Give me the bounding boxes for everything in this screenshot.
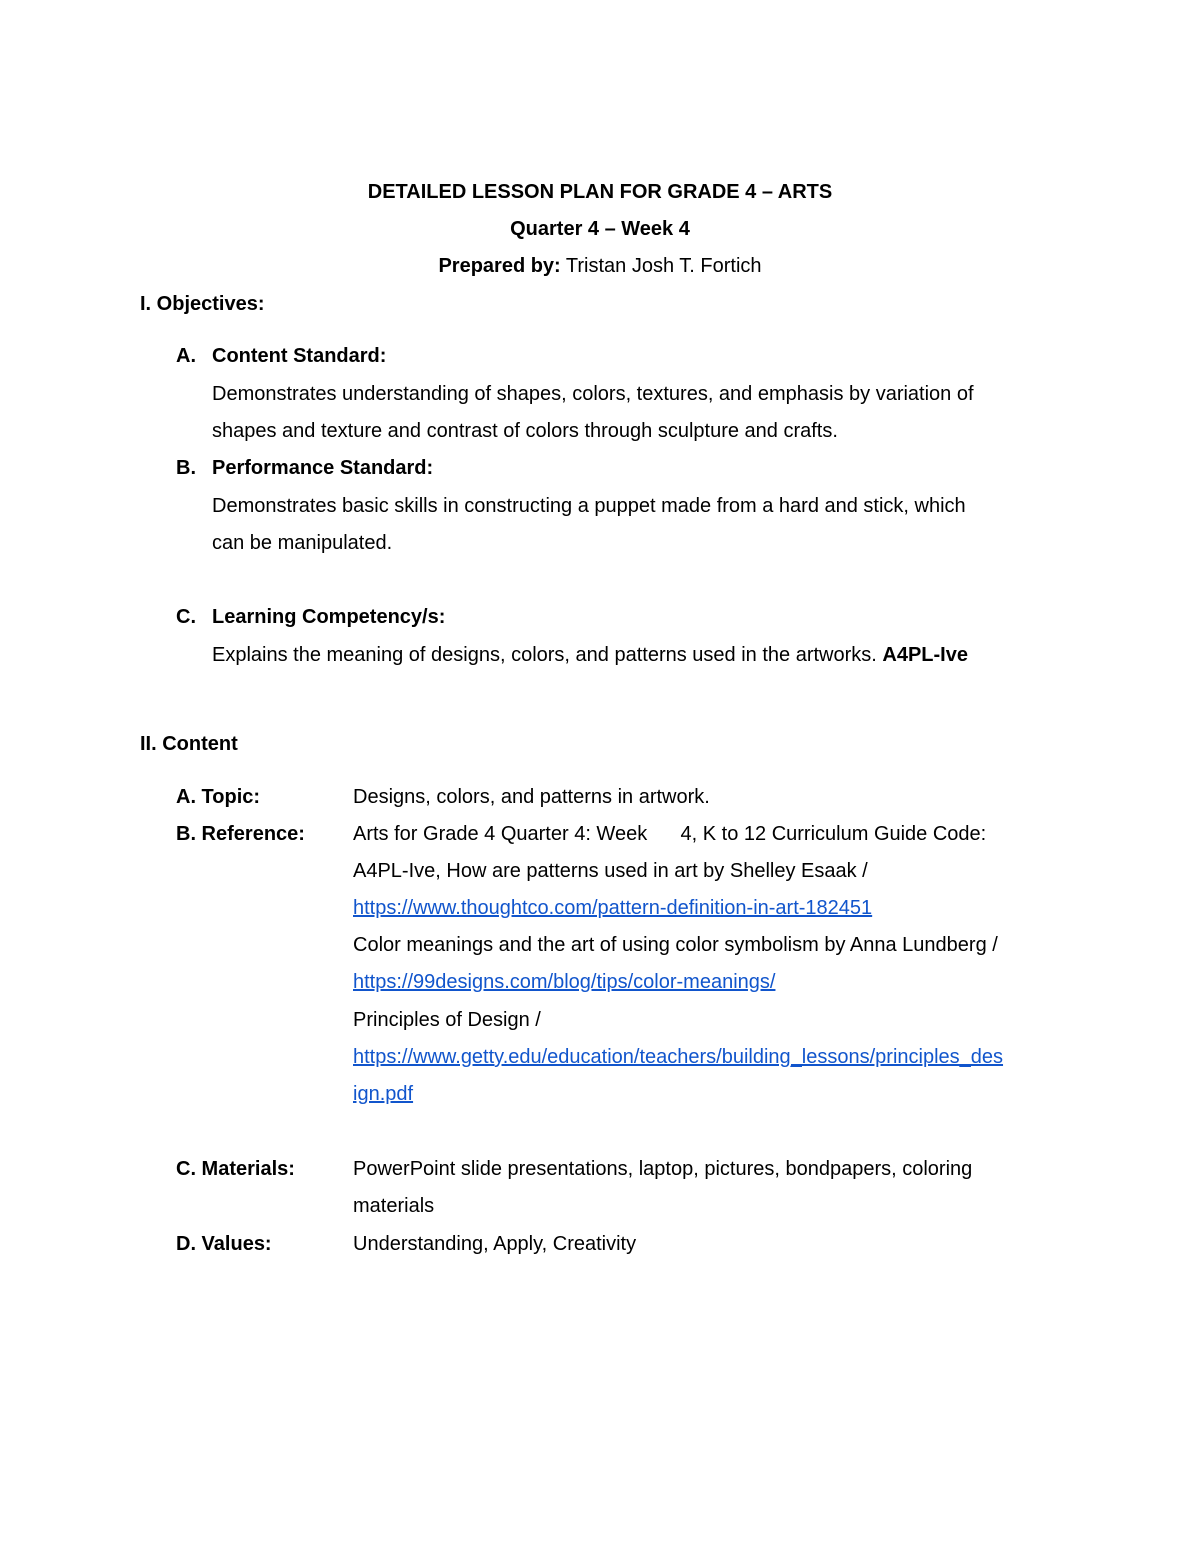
- reference-line-1: Arts for Grade 4 Quarter 4: Week 4, K to 12 Curriculum Guide Code:: [353, 823, 987, 845]
- topic-value: Designs, colors, and patterns in artwork.: [353, 786, 710, 808]
- content-heading: II. Content: [140, 733, 238, 755]
- topic-label: A. Topic:: [176, 786, 261, 808]
- prepared-by: [0, 254, 1200, 278]
- learning-competency-description: Explains the meaning of designs, colors, and patterns used in the artworks.: [212, 644, 883, 666]
- reference-link-getty-part-1[interactable]: https://www.getty.edu/education/teachers/building_lessons/principles_des: [353, 1046, 1004, 1068]
- content-standard-label: Content Standard:: [212, 345, 387, 367]
- reference-link-getty-part-2[interactable]: ign.pdf: [353, 1083, 414, 1105]
- learning-competency-text: [212, 643, 968, 667]
- learning-competency-label: Learning Competency/s:: [212, 606, 446, 628]
- reference-line-2: A4PL-Ive, How are patterns used in art by Shelley Esaak /: [353, 860, 868, 882]
- reference-link-thoughtco[interactable]: https://www.thoughtco.com/pattern-definition-in-art-182451: [353, 897, 873, 919]
- materials-label: C. Materials:: [176, 1158, 295, 1180]
- values-value: Understanding, Apply, Creativity: [353, 1233, 637, 1255]
- materials-line-1: PowerPoint slide presentations, laptop, pictures, bondpapers, coloring: [353, 1158, 973, 1180]
- learning-competency-code: A4PL-Ive: [882, 644, 968, 666]
- prepared-by-label: Prepared by:: [438, 255, 561, 277]
- prepared-by-name: Tristan Josh T. Fortich: [560, 255, 762, 277]
- content-standard-letter: A.: [176, 345, 196, 367]
- performance-standard-text-1: Demonstrates basic skills in constructing a puppet made from a hard and stick, which: [212, 495, 966, 517]
- reference-link-99designs[interactable]: https://99designs.com/blog/tips/color-meanings/: [353, 971, 776, 993]
- reference-line-4: Principles of Design /: [353, 1009, 541, 1031]
- objectives-heading: I. Objectives:: [140, 293, 265, 315]
- content-standard-text-2: shapes and texture and contrast of colors through sculpture and crafts.: [212, 420, 838, 442]
- reference-label: B. Reference:: [176, 823, 305, 845]
- content-standard-text-1: Demonstrates understanding of shapes, colors, textures, and emphasis by variation of: [212, 383, 974, 405]
- reference-line-3: Color meanings and the art of using color symbolism by Anna Lundberg /: [353, 934, 998, 956]
- performance-standard-letter: B.: [176, 457, 196, 479]
- values-label: D. Values:: [176, 1233, 272, 1255]
- document-subtitle: Quarter 4 – Week 4: [510, 218, 690, 240]
- materials-line-2: materials: [353, 1195, 435, 1217]
- document-title: DETAILED LESSON PLAN FOR GRADE 4 – ARTS: [367, 181, 833, 203]
- performance-standard-text-2: can be manipulated.: [212, 532, 393, 554]
- learning-competency-letter: C.: [176, 606, 196, 628]
- performance-standard-label: Performance Standard:: [212, 457, 434, 479]
